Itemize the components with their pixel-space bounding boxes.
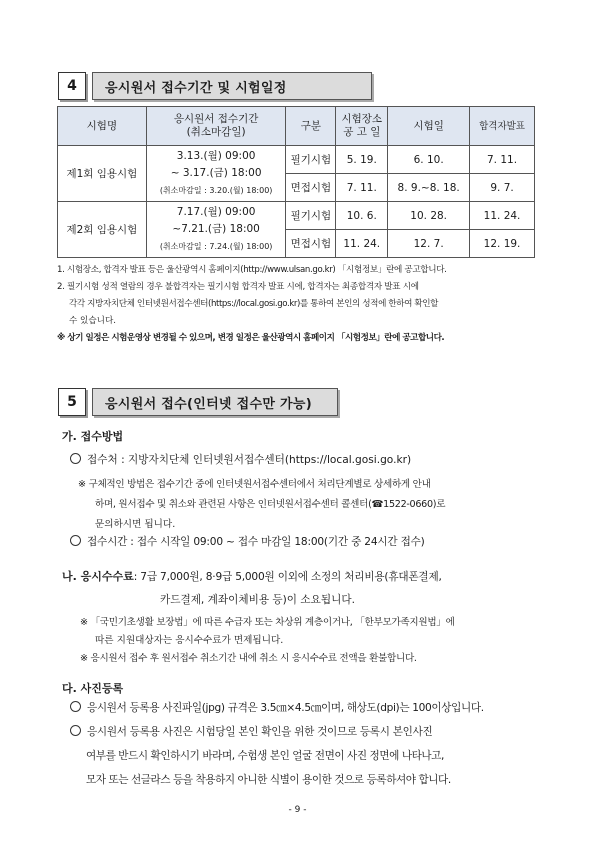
na-line-2: 카드결제, 계좌이체비용 등)이 소요됩니다. [160, 594, 355, 606]
period-end: ~ 3.17.(금) 18:00 [170, 167, 262, 179]
circle-bullet-icon [70, 725, 81, 736]
round-period [146, 202, 286, 258]
result-date: 12. 19. [470, 230, 535, 258]
period-start: 7.17.(월) 09:00 [176, 206, 256, 218]
page-number: - 9 - [288, 805, 307, 815]
ga-line-2c: 문의하시면 됩니다. [95, 519, 176, 530]
header-period-line1: 응시원서 접수기간 [173, 113, 259, 125]
section-5-title: 응시원서 접수(인터넷 접수만 가능) [92, 388, 338, 416]
da-line-2b: 여부를 반드시 확인하시기 바라며, 수험생 본인 얼굴 전면이 사진 정면에 나타나고, [86, 750, 444, 762]
round-name: 제2회 임용시험 [58, 202, 147, 258]
na-note-2: ※ 응시원서 접수 후 원서접수 취소기간 내에 취소 시 응시수수료 전액을 환불합니다. [80, 653, 417, 664]
venue-announce: 10. 6. [336, 202, 388, 230]
header-venue-line2: 공 고 일 [343, 126, 381, 138]
subsection-da-heading: 다. 사진등록 [62, 682, 124, 695]
ga-line-1-text: 접수처 : 지방자치단체 인터넷원서접수센터(https://local.gosi.go.kr) [87, 454, 412, 466]
table-row [58, 146, 535, 174]
note-3: ※ 상기 일정은 시험운영상 변경될 수 있으며, 변경 일정은 울산광역시 홈페이지 「시험정보」란에 공고합니다. [57, 333, 445, 343]
ga-line-2a: ※ 구체적인 방법은 접수기간 중에 인터넷원서접수센터에서 처리단계별로 상세하게 안내 [78, 479, 431, 490]
header-period [146, 107, 286, 146]
da-line-1 [70, 700, 484, 715]
period-end: ~7.21.(금) 18:00 [172, 223, 260, 235]
header-exam-name: 시험명 [58, 107, 147, 146]
venue-announce: 5. 19. [336, 146, 388, 174]
da-line-2c: 모자 또는 선글라스 등을 착용하지 아니한 식별이 용이한 것으로 등록하셔야 합니다. [86, 774, 451, 786]
ga-line-2b: 하며, 원서접수 및 취소와 관련된 사항은 인터넷원서접수센터 콜센터(☎1522-0660)로 [95, 499, 446, 510]
circle-bullet-icon [70, 701, 81, 712]
exam-date: 12. 7. [388, 230, 470, 258]
cancel-deadline: (취소마감일 : 7.24.(월) 18:00) [159, 242, 273, 251]
ga-line-3 [70, 534, 425, 549]
cancel-deadline: (취소마감일 : 3.20.(월) 18:00) [159, 186, 273, 195]
circle-bullet-icon [70, 453, 81, 464]
subsection-na-heading: 나. 응시수수료 [62, 570, 134, 583]
venue-announce: 7. 11. [336, 174, 388, 202]
exam-type: 필기시험 [286, 202, 336, 230]
note-2-line2: 각각 지방자치단체 인터넷원서접수센터(https://local.gosi.go.kr)를 통하여 본인의 성적에 한하여 확인할 [69, 299, 439, 309]
na-line-1-text: : 7급 7,000원, 8·9급 5,000원 이외에 소정의 처리비용(휴대폰결제, [133, 571, 442, 583]
header-period-line2: (취소마감일) [186, 126, 246, 138]
note-2-line3: 수 있습니다. [69, 316, 116, 326]
da-line-1-text: 응시원서 등록용 사진파일(jpg) 규격은 3.5㎝×4.5㎝이며, 해상도(dpi)는 100이상입니다. [87, 702, 484, 714]
section-4-title: 응시원서 접수기간 및 시험일정 [92, 72, 372, 100]
exam-type: 면접시험 [286, 230, 336, 258]
subsection-ga-heading: 가. 접수방법 [62, 430, 124, 443]
header-exam-date: 시험일 [388, 107, 470, 146]
exam-date: 6. 10. [388, 146, 470, 174]
note-2-line1: 2. 필기시험 성적 열람의 경우 불합격자는 필기시험 합격자 발표 시에, 합격자는 최종합격자 발표 시에 [57, 282, 419, 292]
ga-line-3-text: 접수시간 : 접수 시작일 09:00 ~ 접수 마감일 18:00(기간 중 24시간 접수) [87, 536, 425, 548]
na-line-1 [62, 568, 442, 584]
table-header-row [58, 107, 535, 146]
exam-date: 10. 28. [388, 202, 470, 230]
circle-bullet-icon [70, 535, 81, 546]
da-line-2a [70, 724, 432, 739]
ga-line-1 [70, 452, 411, 467]
header-type: 구분 [286, 107, 336, 146]
header-venue-line1: 시험장소 [341, 113, 383, 125]
na-note-1a: ※ 「국민기초생활 보장법」에 따른 수급자 또는 차상위 계층이거나, 「한부모가족지원법」에 [80, 617, 455, 628]
exam-type: 면접시험 [286, 174, 336, 202]
section-4-number: 4 [58, 72, 86, 100]
result-date: 11. 24. [470, 202, 535, 230]
result-date: 9. 7. [470, 174, 535, 202]
venue-announce: 11. 24. [336, 230, 388, 258]
exam-schedule-table [57, 106, 535, 258]
round-name: 제1회 임용시험 [58, 146, 147, 202]
exam-date: 8. 9.~8. 18. [388, 174, 470, 202]
result-date: 7. 11. [470, 146, 535, 174]
section-5-number: 5 [58, 388, 86, 416]
header-venue [336, 107, 388, 146]
header-result: 합격자발표 [470, 107, 535, 146]
schedule-notes [57, 262, 539, 347]
round-period [146, 146, 286, 202]
note-1: 1. 시험장소, 합격자 발표 등은 울산광역시 홈페이지(http://www.ulsan.go.kr) 「시험정보」란에 공고합니다. [57, 265, 447, 275]
da-line-2a-text: 응시원서 등록용 사진은 시험당일 본인 확인을 위한 것이므로 등록시 본인사진 [87, 726, 433, 738]
na-note-1b: 따른 지원대상자는 응시수수료가 면제됩니다. [95, 635, 284, 646]
exam-type: 필기시험 [286, 146, 336, 174]
period-start: 3.13.(월) 09:00 [176, 150, 256, 162]
table-row [58, 202, 535, 230]
